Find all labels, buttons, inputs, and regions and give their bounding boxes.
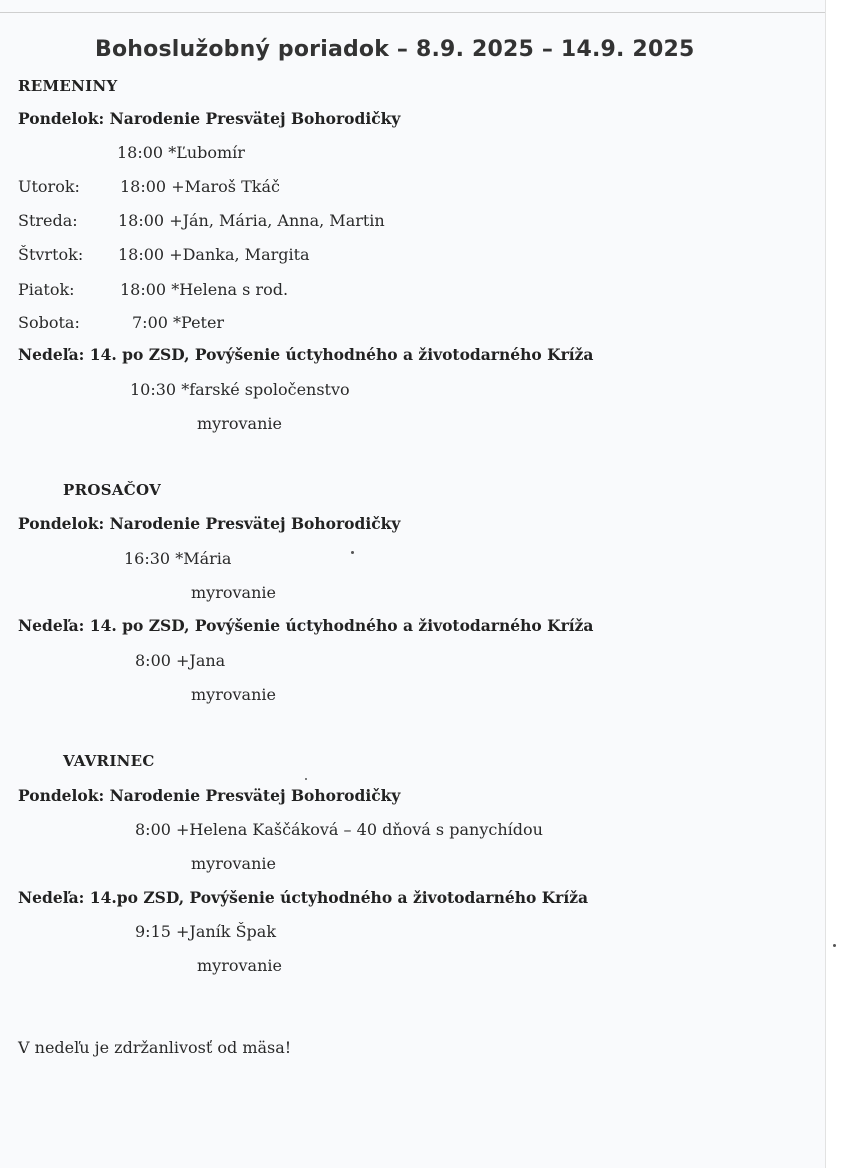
vavrinec-monday-entry: 8:00 +Helena Kaščáková – 40 dňová s panychídou	[135, 820, 543, 839]
remeniny-day-entry: 18:00 +Danka, Margita	[118, 245, 310, 264]
remeniny-day-label: Sobota:	[18, 313, 80, 332]
remeniny-day-entry: 7:00 *Peter	[132, 313, 225, 332]
prosacov-monday-note: myrovanie	[191, 583, 276, 602]
vavrinec-monday-note: myrovanie	[191, 854, 276, 873]
remeniny-day-entry: 18:00 *Helena s rod.	[120, 280, 289, 299]
remeniny-day-label: Štvrtok:	[18, 245, 84, 264]
vavrinec-sunday-note: myrovanie	[197, 956, 282, 975]
prosacov-monday-entry: 16:30 *Mária	[124, 549, 232, 568]
remeniny-sunday-entry: 10:30 *farské spoločenstvo	[130, 380, 350, 399]
scan-speck	[351, 551, 354, 554]
remeniny-sunday-heading: Nedeľa: 14. po ZSD, Povýšenie úctyhodného a životodarného Kríža	[18, 345, 594, 364]
vavrinec-sunday-entry: 9:15 +Janík Špak	[135, 922, 277, 941]
remeniny-day-label: Streda:	[18, 211, 78, 230]
remeniny-day-entry: 18:00 +Ján, Mária, Anna, Martin	[118, 211, 385, 230]
remeniny-monday-heading: Pondelok: Narodenie Presvätej Bohorodičky	[18, 109, 401, 128]
vavrinec-monday-heading: Pondelok: Narodenie Presvätej Bohorodičky	[18, 786, 401, 805]
page-title: Bohoslužobný poriadok – 8.9. 2025 – 14.9. 2025	[95, 37, 695, 62]
scan-top-edge	[0, 12, 826, 13]
prosacov-sunday-heading: Nedeľa: 14. po ZSD, Povýšenie úctyhodného a životodarného Kríža	[18, 616, 594, 635]
abstinence-note: V nedeľu je zdržanlivosť od mäsa!	[18, 1038, 292, 1057]
prosacov-sunday-note: myrovanie	[191, 685, 276, 704]
remeniny-sunday-note: myrovanie	[197, 414, 282, 433]
section-heading-vavrinec: VAVRINEC	[63, 752, 155, 770]
scan-speck	[833, 944, 836, 947]
remeniny-monday-entry: 18:00 *Ľubomír	[117, 143, 245, 162]
vavrinec-sunday-heading: Nedeľa: 14.po ZSD, Povýšenie úctyhodného a životodarného Kríža	[18, 888, 589, 907]
remeniny-day-label: Utorok:	[18, 177, 80, 196]
prosacov-monday-heading: Pondelok: Narodenie Presvätej Bohorodičky	[18, 514, 401, 533]
scan-right-margin	[826, 0, 848, 1168]
remeniny-day-entry: 18:00 +Maroš Tkáč	[120, 177, 280, 196]
scan-speck	[305, 778, 307, 780]
prosacov-sunday-entry: 8:00 +Jana	[135, 651, 226, 670]
section-heading-remeniny: REMENINY	[18, 77, 118, 95]
section-heading-prosacov: PROSAČOV	[63, 481, 162, 499]
remeniny-day-label: Piatok:	[18, 280, 75, 299]
